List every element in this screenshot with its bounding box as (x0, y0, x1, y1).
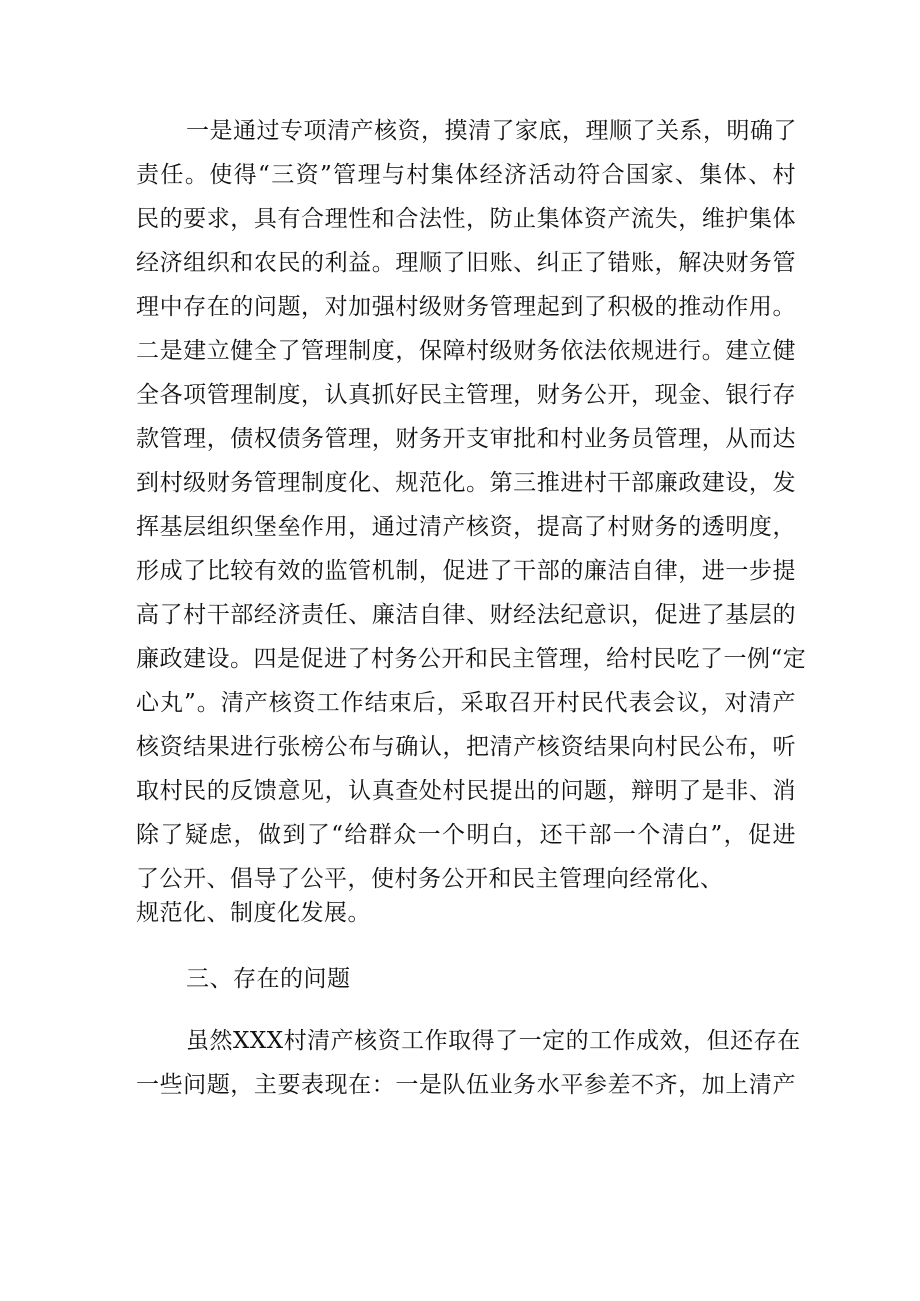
paragraph-line: 核资结果进行张榜公布与确认，把清产核资结果向村民公布，听 (136, 734, 796, 760)
paragraph-line: 一是通过专项清产核资，摸清了家底，理顺了关系，明确了 (186, 118, 797, 144)
paragraph-line: 民的要求，具有合理性和合法性，防止集体资产流失，维护集体 (136, 206, 796, 232)
paragraph-line: 高了村干部经济责任、廉洁自律、财经法纪意识，促进了基层的 (136, 602, 796, 628)
paragraph-line: 挥基层组织堡垒作用，通过清产核资，提高了村财务的透明度， (136, 514, 796, 540)
paragraph-line: 规范化、制度化发展。 (136, 900, 371, 926)
paragraph-line: 理中存在的问题，对加强村级财务管理起到了积极的推动作用。 (136, 294, 796, 320)
paragraph-line: 虽然XXX村清产核资工作取得了一定的工作成效，但还存在 (186, 1028, 801, 1054)
section-heading: 三、存在的问题 (186, 966, 351, 992)
paragraph-line: 经济组织和农民的利益。理顺了旧账、纠正了错账，解决财务管 (136, 250, 796, 276)
paragraph-line: 廉政建设。四是促进了村务公开和民主管理，给村民吃了一例“定 (136, 646, 807, 672)
paragraph-line: 了公开、倡导了公平，使村务公开和民主管理向经常化、 (136, 866, 724, 892)
paragraph-line: 到村级财务管理制度化、规范化。第三推进村干部廉政建设，发 (136, 470, 796, 496)
paragraph-line: 全各项管理制度，认真抓好民主管理，财务公开，现金、银行存 (136, 382, 796, 408)
paragraph-line: 一些问题，主要表现在：一是队伍业务水平参差不齐，加上清产 (136, 1072, 796, 1098)
paragraph-line: 取村民的反馈意见，认真查处村民提出的问题，辩明了是非、消 (136, 778, 796, 804)
paragraph-line: 形成了比较有效的监管机制，促进了干部的廉洁自律，进一步提 (136, 558, 796, 584)
paragraph-line: 责任。使得“三资”管理与村集体经济活动符合国家、集体、村 (136, 162, 796, 188)
paragraph-line: 二是建立健全了管理制度，保障村级财务依法依规进行。建立健 (136, 338, 796, 364)
paragraph-line: 心丸”。清产核资工作结束后，采取召开村民代表会议，对清产 (136, 690, 796, 716)
paragraph-line: 款管理，债权债务管理，财务开支审批和村业务员管理，从而达 (136, 426, 796, 452)
paragraph-line: 除了疑虑，做到了“给群众一个明白，还干部一个清白”，促进 (136, 822, 796, 848)
